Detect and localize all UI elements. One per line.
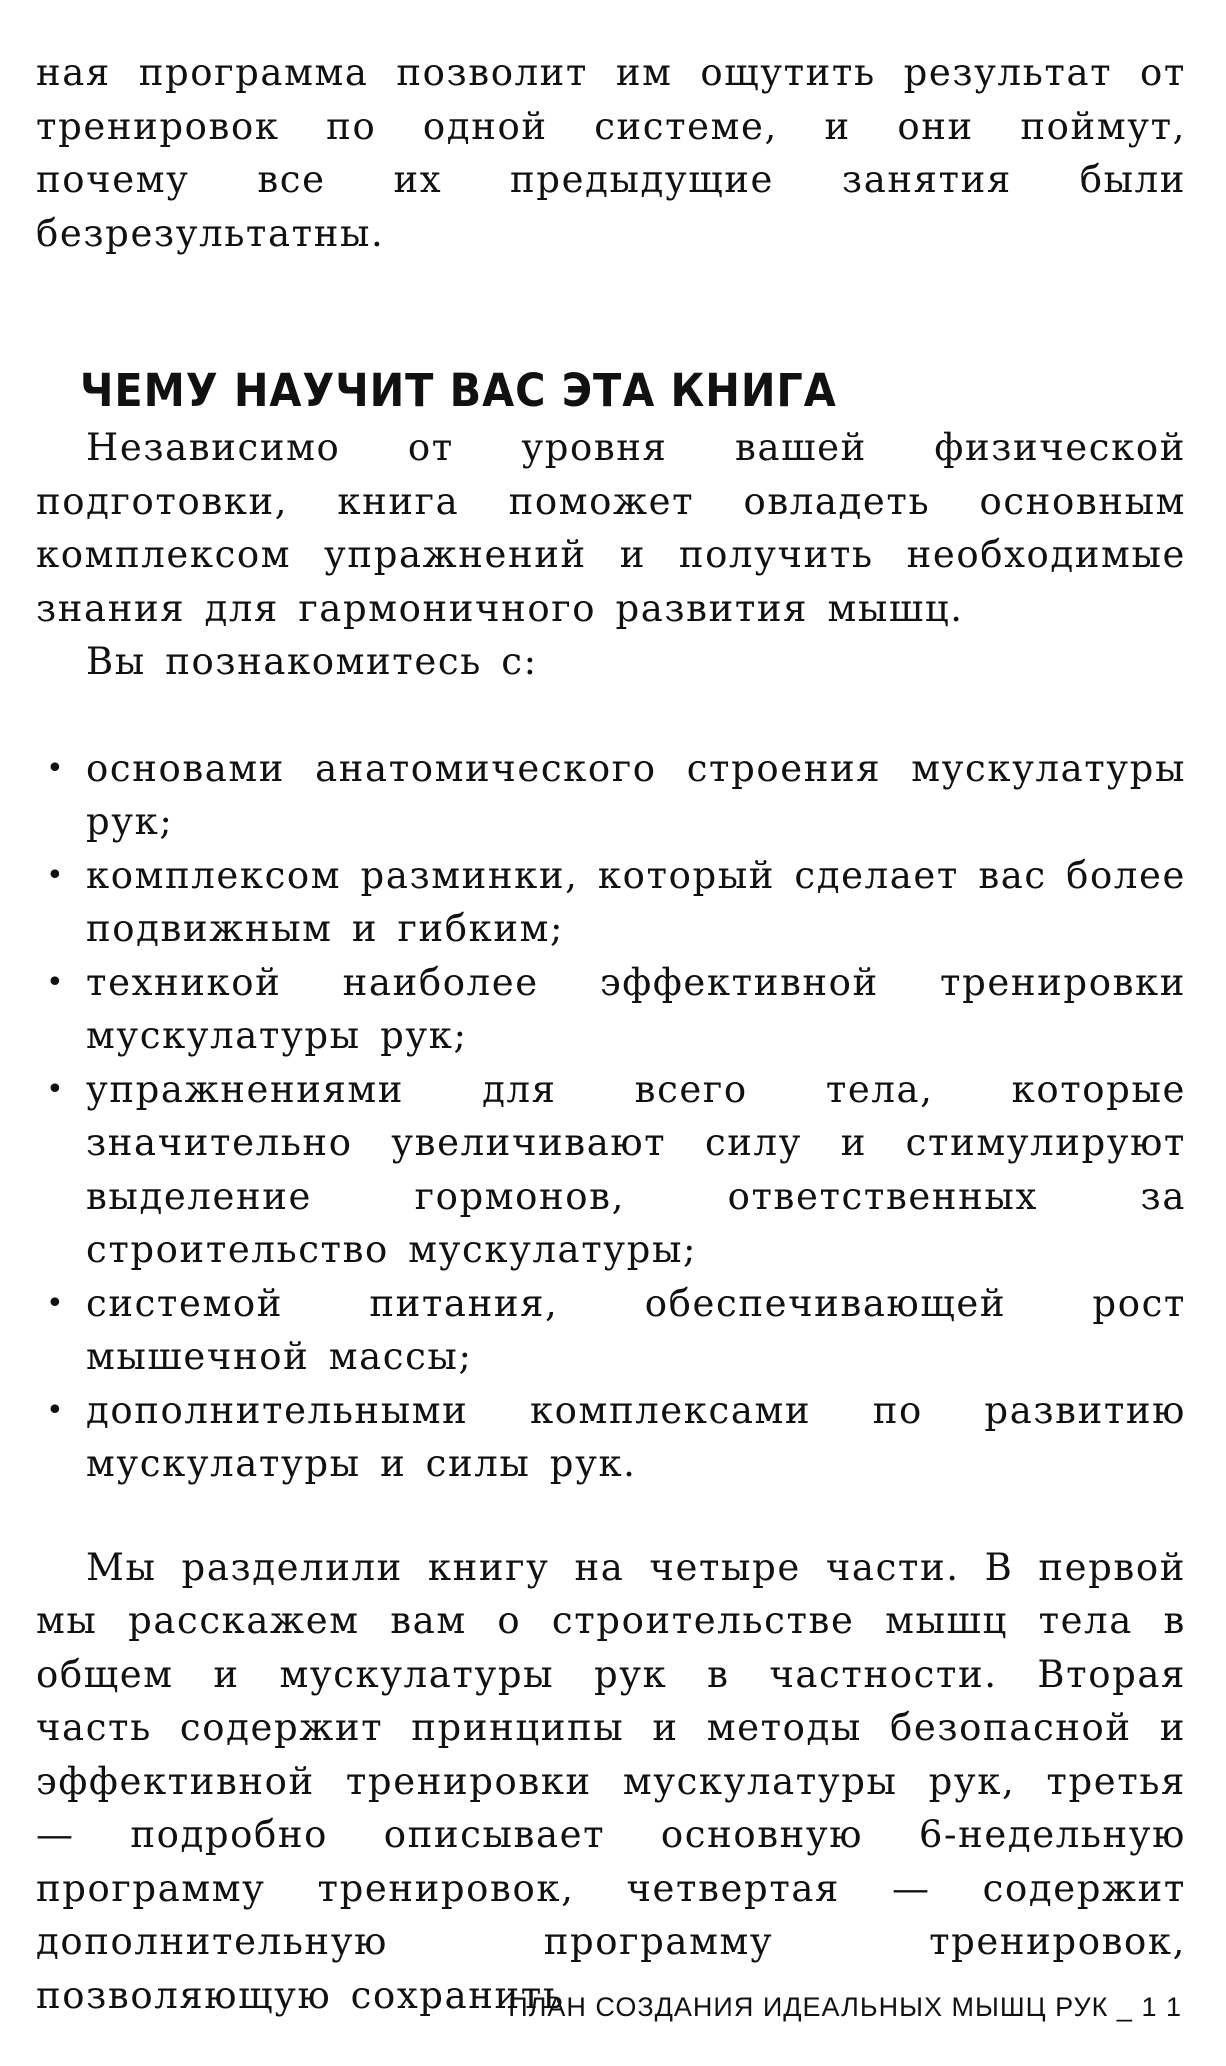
bullet-icon: • [46, 750, 66, 786]
section-heading: ЧЕМУ НАУЧИТ ВАС ЭТА КНИГА [80, 364, 837, 417]
list-item-text: техникой наиболее эффективной тренировки мускулатуры рук; [86, 960, 1186, 1057]
list-item [36, 1063, 1186, 1277]
list-item [36, 1384, 1186, 1491]
list-item [36, 1277, 1186, 1384]
bullet-icon: • [46, 1285, 66, 1321]
paragraph-you-will-learn: Вы познакомитесь с: [86, 640, 538, 683]
list-item [36, 956, 1186, 1063]
list-item-text: системой питания, обеспечивающей рост мышечной массы; [86, 1281, 1186, 1378]
list-item [36, 742, 1186, 849]
page-number: 1 1 [1141, 1992, 1182, 2022]
bullet-icon: • [46, 857, 66, 893]
footer-separator: _ [1116, 1992, 1133, 2022]
bullet-icon: • [46, 1392, 66, 1428]
paragraph-book-structure: Мы разделили книгу на четыре части. В первой мы расскажем вам о строительстве мышц тела в общем и мускулатуры рук в частности. Вторая часть содержит принципы и методы безопасной и эффективной тренировки мускулатуры рук, третья — подробно описывает основную 6-недельную программу тренировок, четвертая — содержит дополнительную программу тренировок, позволяющую сохранить [36, 1545, 1186, 2017]
list-item-text: дополнительными комплексами по развитию мускулатуры и силы рук. [86, 1388, 1186, 1485]
page-content [36, 46, 1186, 2022]
list-item [36, 849, 1186, 956]
list-item-text: основами анатомического строения мускулатуры рук; [86, 746, 1186, 843]
paragraph-level-intro: Независимо от уровня вашей физической подготовки, книга поможет овладеть основным комплексом упражнений и получить необходимые знания для гармоничного развития мышц. [36, 426, 1186, 630]
intro-paragraph: ная программа позволит им ощутить результат от тренировок по одной системе, и они поймут, почему все их предыдущие занятия были безрезультатны. [36, 51, 1186, 255]
topics-list [36, 742, 1186, 1491]
page-footer [508, 1992, 1182, 2023]
list-item-text: комплексом разминки, который сделает вас более подвижным и гибким; [86, 853, 1186, 950]
bullet-icon: • [46, 964, 66, 1000]
list-item-text: упражнениями для всего тела, которые значительно увеличивают силу и стимулируют выделение гормонов, ответственных за строительство мускулатуры; [86, 1067, 1186, 1271]
running-title: ПЛАН СОЗДАНИЯ ИДЕАЛЬНЫХ МЫШЦ РУК [508, 1992, 1109, 2022]
bullet-icon: • [46, 1071, 66, 1107]
